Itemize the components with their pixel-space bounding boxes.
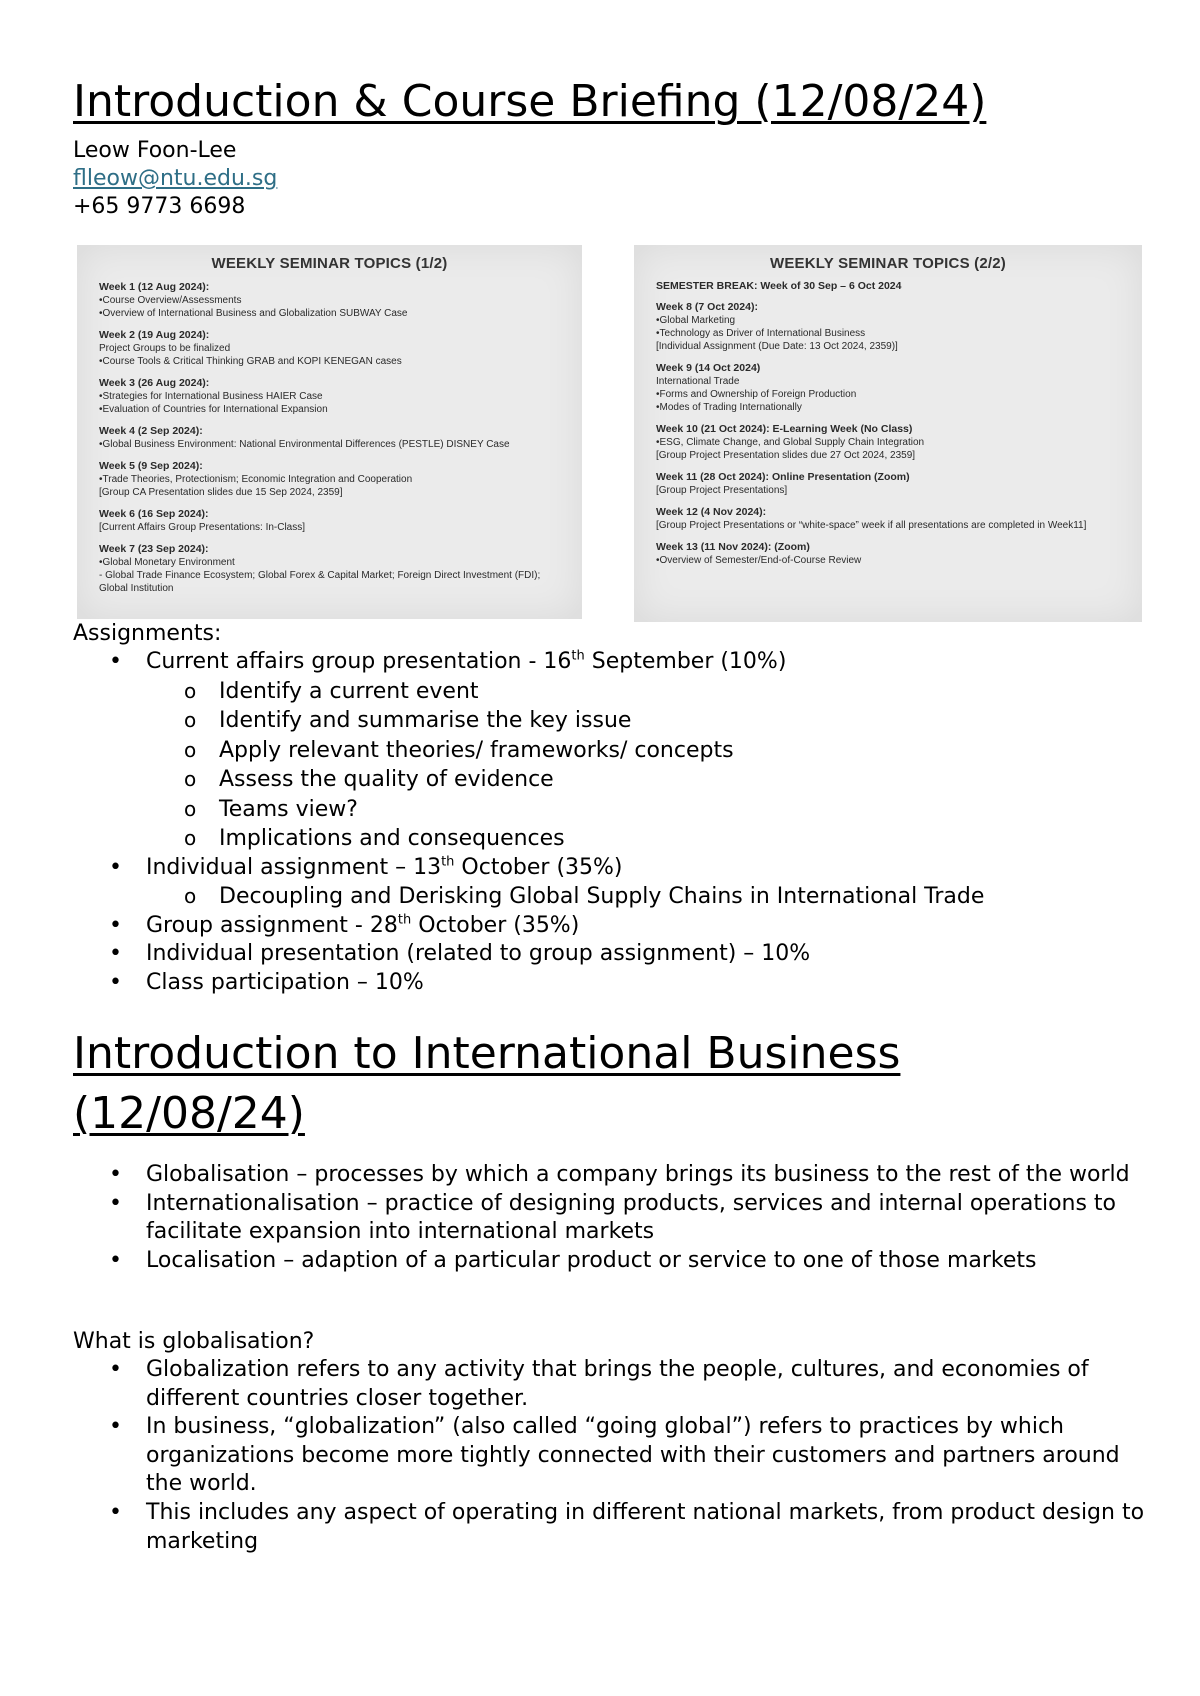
- lecturer-phone: +65 9773 6698: [73, 194, 246, 219]
- slide-week: Week 13 (11 Nov 2024): (Zoom): [656, 541, 810, 553]
- slide-item: • Forms and Ownership of Foreign Production: [656, 388, 1120, 401]
- lecturer-name: Leow Foon-Lee: [73, 138, 237, 163]
- slide-item: • ESG, Climate Change, and Global Supply Chain Integration: [656, 436, 1120, 449]
- slide-item: [Group CA Presentation slides due 15 Sep 2024, 2359]: [99, 487, 343, 498]
- slide-item: [Group Project Presentations]: [656, 485, 788, 496]
- list-item: • Individual assignment – 13th October (35%): [73, 854, 1153, 883]
- slide-week: Week 3 (26 Aug 2024):: [99, 377, 210, 389]
- slide-item: • Trade Theories, Protectionism; Economic Integration and Cooperation: [99, 473, 560, 486]
- slide-week: Week 8 (7 Oct 2024):: [656, 301, 758, 313]
- slide-item: Global Institution: [99, 583, 174, 594]
- list-item: • Class participation – 10%: [73, 969, 1153, 998]
- seminar-topics-photo-1: [77, 245, 582, 619]
- sub-list-item: o Identify a current event: [73, 677, 1153, 707]
- slide-week: Week 7 (23 Sep 2024):: [99, 543, 209, 555]
- question-heading: What is globalisation?: [73, 1329, 315, 1354]
- slide-week: Week 6 (16 Sep 2024):: [99, 508, 209, 520]
- slide-item: • Modes of Trading Internationally: [656, 401, 1120, 414]
- seminar-topics-photo-2: [634, 245, 1142, 622]
- list-item: • Current affairs group presentation - 16th September (10%): [73, 648, 1153, 677]
- slide-week: Week 1 (12 Aug 2024):: [99, 281, 210, 293]
- slide-item: International Trade: [656, 376, 740, 387]
- slide-item: [Individual Assignment (Due Date: 13 Oct 2024, 2359)]: [656, 341, 898, 352]
- slide-item: • Global Marketing: [656, 314, 1120, 327]
- slide-item: • Global Business Environment: National Environmental Differences (PESTLE) DISNEY Case: [99, 438, 560, 451]
- slide-item: [Group Project Presentations or “white-space” week if all presentations are completed in Week11]: [656, 520, 1087, 531]
- slide-item: [Group Project Presentation slides due 27 Oct 2024, 2359]: [656, 450, 916, 461]
- assignments-heading: Assignments:: [73, 621, 222, 646]
- slide-item: • Course Tools & Critical Thinking GRAB and KOPI KENEGAN cases: [99, 355, 560, 368]
- list-item: • Individual presentation (related to group assignment) – 10%: [73, 940, 1153, 969]
- list-item: • In business, “globalization” (also called “going global”) refers to practices by which organizations become more tightly connected with their customers and partners around the world.: [73, 1413, 1153, 1499]
- slide-week: Week 12 (4 Nov 2024):: [656, 506, 767, 518]
- section-title-course-briefing: Introduction & Course Briefing (12/08/24): [73, 76, 987, 127]
- slide-item: • Strategies for International Business HAIER Case: [99, 390, 560, 403]
- globalisation-list: [73, 1356, 1153, 1556]
- sub-list-item: o Apply relevant theories/ frameworks/ concepts: [73, 736, 1153, 766]
- list-item: • Group assignment - 28th October (35%): [73, 912, 1153, 941]
- list-item: • Localisation – adaption of a particular product or service to one of those markets: [73, 1247, 1153, 1276]
- list-item: • Internationalisation – practice of designing products, services and internal operations to facilitate expansion into international markets: [73, 1190, 1153, 1247]
- sub-list-item: o Identify and summarise the key issue: [73, 706, 1153, 736]
- section-title-intl-business: Introduction to International Business (12/08/24): [73, 1028, 901, 1139]
- slide-title: WEEKLY SEMINAR TOPICS (2/2): [769, 255, 1006, 272]
- list-item: • Globalisation – processes by which a company brings its business to the rest of the world: [73, 1161, 1153, 1190]
- slide-week: Week 9 (14 Oct 2024): [656, 362, 761, 374]
- sub-list-item: o Assess the quality of evidence: [73, 765, 1153, 795]
- slide-item: [Current Affairs Group Presentations: In-Class]: [99, 522, 306, 533]
- slide-item: - Global Trade Finance Ecosystem; Global Forex & Capital Market; Foreign Direct Investment (FDI);: [99, 570, 541, 581]
- slide-item: • Overview of Semester/End-of-Course Review: [656, 554, 1120, 567]
- slide-item: • Course Overview/Assessments: [99, 294, 560, 307]
- assignments-list: [73, 648, 1153, 997]
- slide-title: WEEKLY SEMINAR TOPICS (1/2): [211, 255, 448, 272]
- slide-week: Week 2 (19 Aug 2024):: [99, 329, 210, 341]
- list-item: • This includes any aspect of operating in different national markets, from product design to marketing: [73, 1499, 1153, 1556]
- slide-item: • Technology as Driver of International Business: [656, 327, 1120, 340]
- sub-list-item: o Decoupling and Derisking Global Supply Chains in International Trade: [73, 882, 1153, 912]
- slide-week: Week 5 (9 Sep 2024):: [99, 460, 203, 472]
- slide-item: • Overview of International Business and Globalization SUBWAY Case: [99, 307, 560, 320]
- slide-item: Project Groups to be finalized: [99, 343, 231, 354]
- sub-list-item: o Implications and consequences: [73, 824, 1153, 854]
- slide-week: Week 11 (28 Oct 2024): Online Presentation (Zoom): [656, 471, 910, 483]
- slide-week: Week 4 (2 Sep 2024):: [99, 425, 203, 437]
- lecturer-email-link[interactable]: flleow@ntu.edu.sg: [73, 166, 278, 191]
- slide-semester-break: SEMESTER BREAK: Week of 30 Sep – 6 Oct 2024: [656, 280, 902, 292]
- sub-list-item: o Teams view?: [73, 795, 1153, 825]
- list-item: • Globalization refers to any activity that brings the people, cultures, and economies of different countries closer together.: [73, 1356, 1153, 1413]
- slide-week: Week 10 (21 Oct 2024): E-Learning Week (No Class): [656, 423, 913, 435]
- slide-item: • Global Monetary Environment: [99, 556, 560, 569]
- slide-item: • Evaluation of Countries for International Expansion: [99, 403, 560, 416]
- definitions-list: [73, 1161, 1153, 1275]
